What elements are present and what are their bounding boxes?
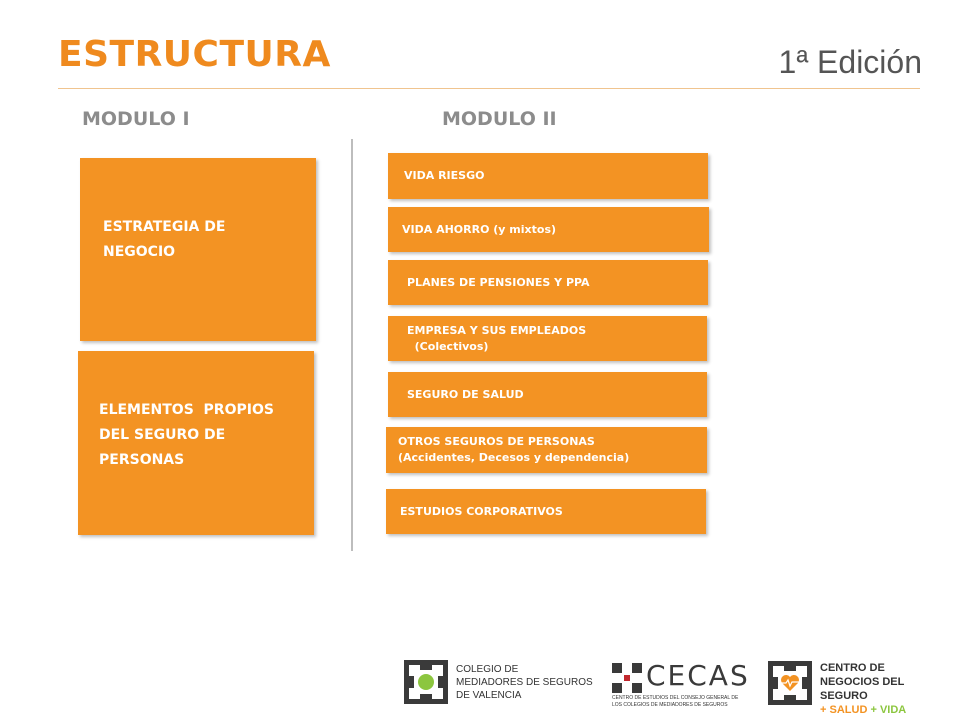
vertical-divider [351,139,353,551]
module-2-box-seguro-salud [388,372,707,417]
salud-label: SALUD [829,704,868,716]
logo-centro-negocios [768,655,948,715]
box-label: ELEMENTOS PROPIOS DEL SEGURO DE PERSONAS [99,402,274,468]
centro-line-2: NEGOCIOS DEL SEGURO [820,676,905,702]
module-2-box-planes-pensiones [388,260,708,305]
box-label: ESTUDIOS CORPORATIVOS [400,504,563,518]
box-label: PLANES DE PENSIONES Y PPA [407,275,590,289]
module-2-box-vida-ahorro [388,207,709,252]
plus-sign: + [870,704,877,716]
box-label: OTROS SEGUROS DE PERSONAS (Accidentes, Decesos y dependencia) [398,435,630,464]
box-label: VIDA RIESGO [404,169,485,182]
plus-sign: + [820,704,827,716]
cecas-sub-1: CENTRO DE ESTUDIOS DEL CONSEJO GENERAL DE [612,695,739,701]
colegio-line-3: DE VALENCIA [456,690,522,701]
header-rule [58,88,920,89]
box-label: SEGURO DE SALUD [407,387,524,401]
colegio-line-2: MEDIADORES DE SEGUROS [456,677,593,688]
logo-cecas [612,655,752,715]
logo-colegio [404,655,604,715]
module-2-box-otros-seguros [386,427,707,473]
box-label: ESTRATEGIA DE NEGOCIO [103,219,226,260]
module-1-label: MODULO I [82,108,190,130]
module-2-box-empresa [388,316,707,361]
centro-line-3 [820,703,948,717]
centro-emblem-icon [768,661,812,705]
colegio-emblem-icon [404,660,448,704]
vida-label: VIDA [879,704,907,716]
module-1-box-strategy [80,158,316,341]
centro-line-1: CENTRO DE [820,662,885,674]
page-title: ESTRUCTURA [58,34,331,75]
module-2-box-estudios [386,489,706,534]
module-2-label: MODULO II [442,108,557,130]
cecas-emblem-icon [612,663,642,693]
module-1-box-elements [78,351,314,535]
box-label: EMPRESA Y SUS EMPLEADOS (Colectivos) [407,323,587,353]
colegio-line-1: COLEGIO DE [456,664,519,675]
cecas-sub-2: LOS COLEGIOS DE MEDIADORES DE SEGUROS [612,702,728,708]
module-2-box-vida-riesgo [388,153,708,199]
edition-label: 1ª Edición [778,44,922,80]
cecas-name: CECAS [646,659,750,692]
box-label: VIDA AHORRO (y mixtos) [402,222,557,236]
